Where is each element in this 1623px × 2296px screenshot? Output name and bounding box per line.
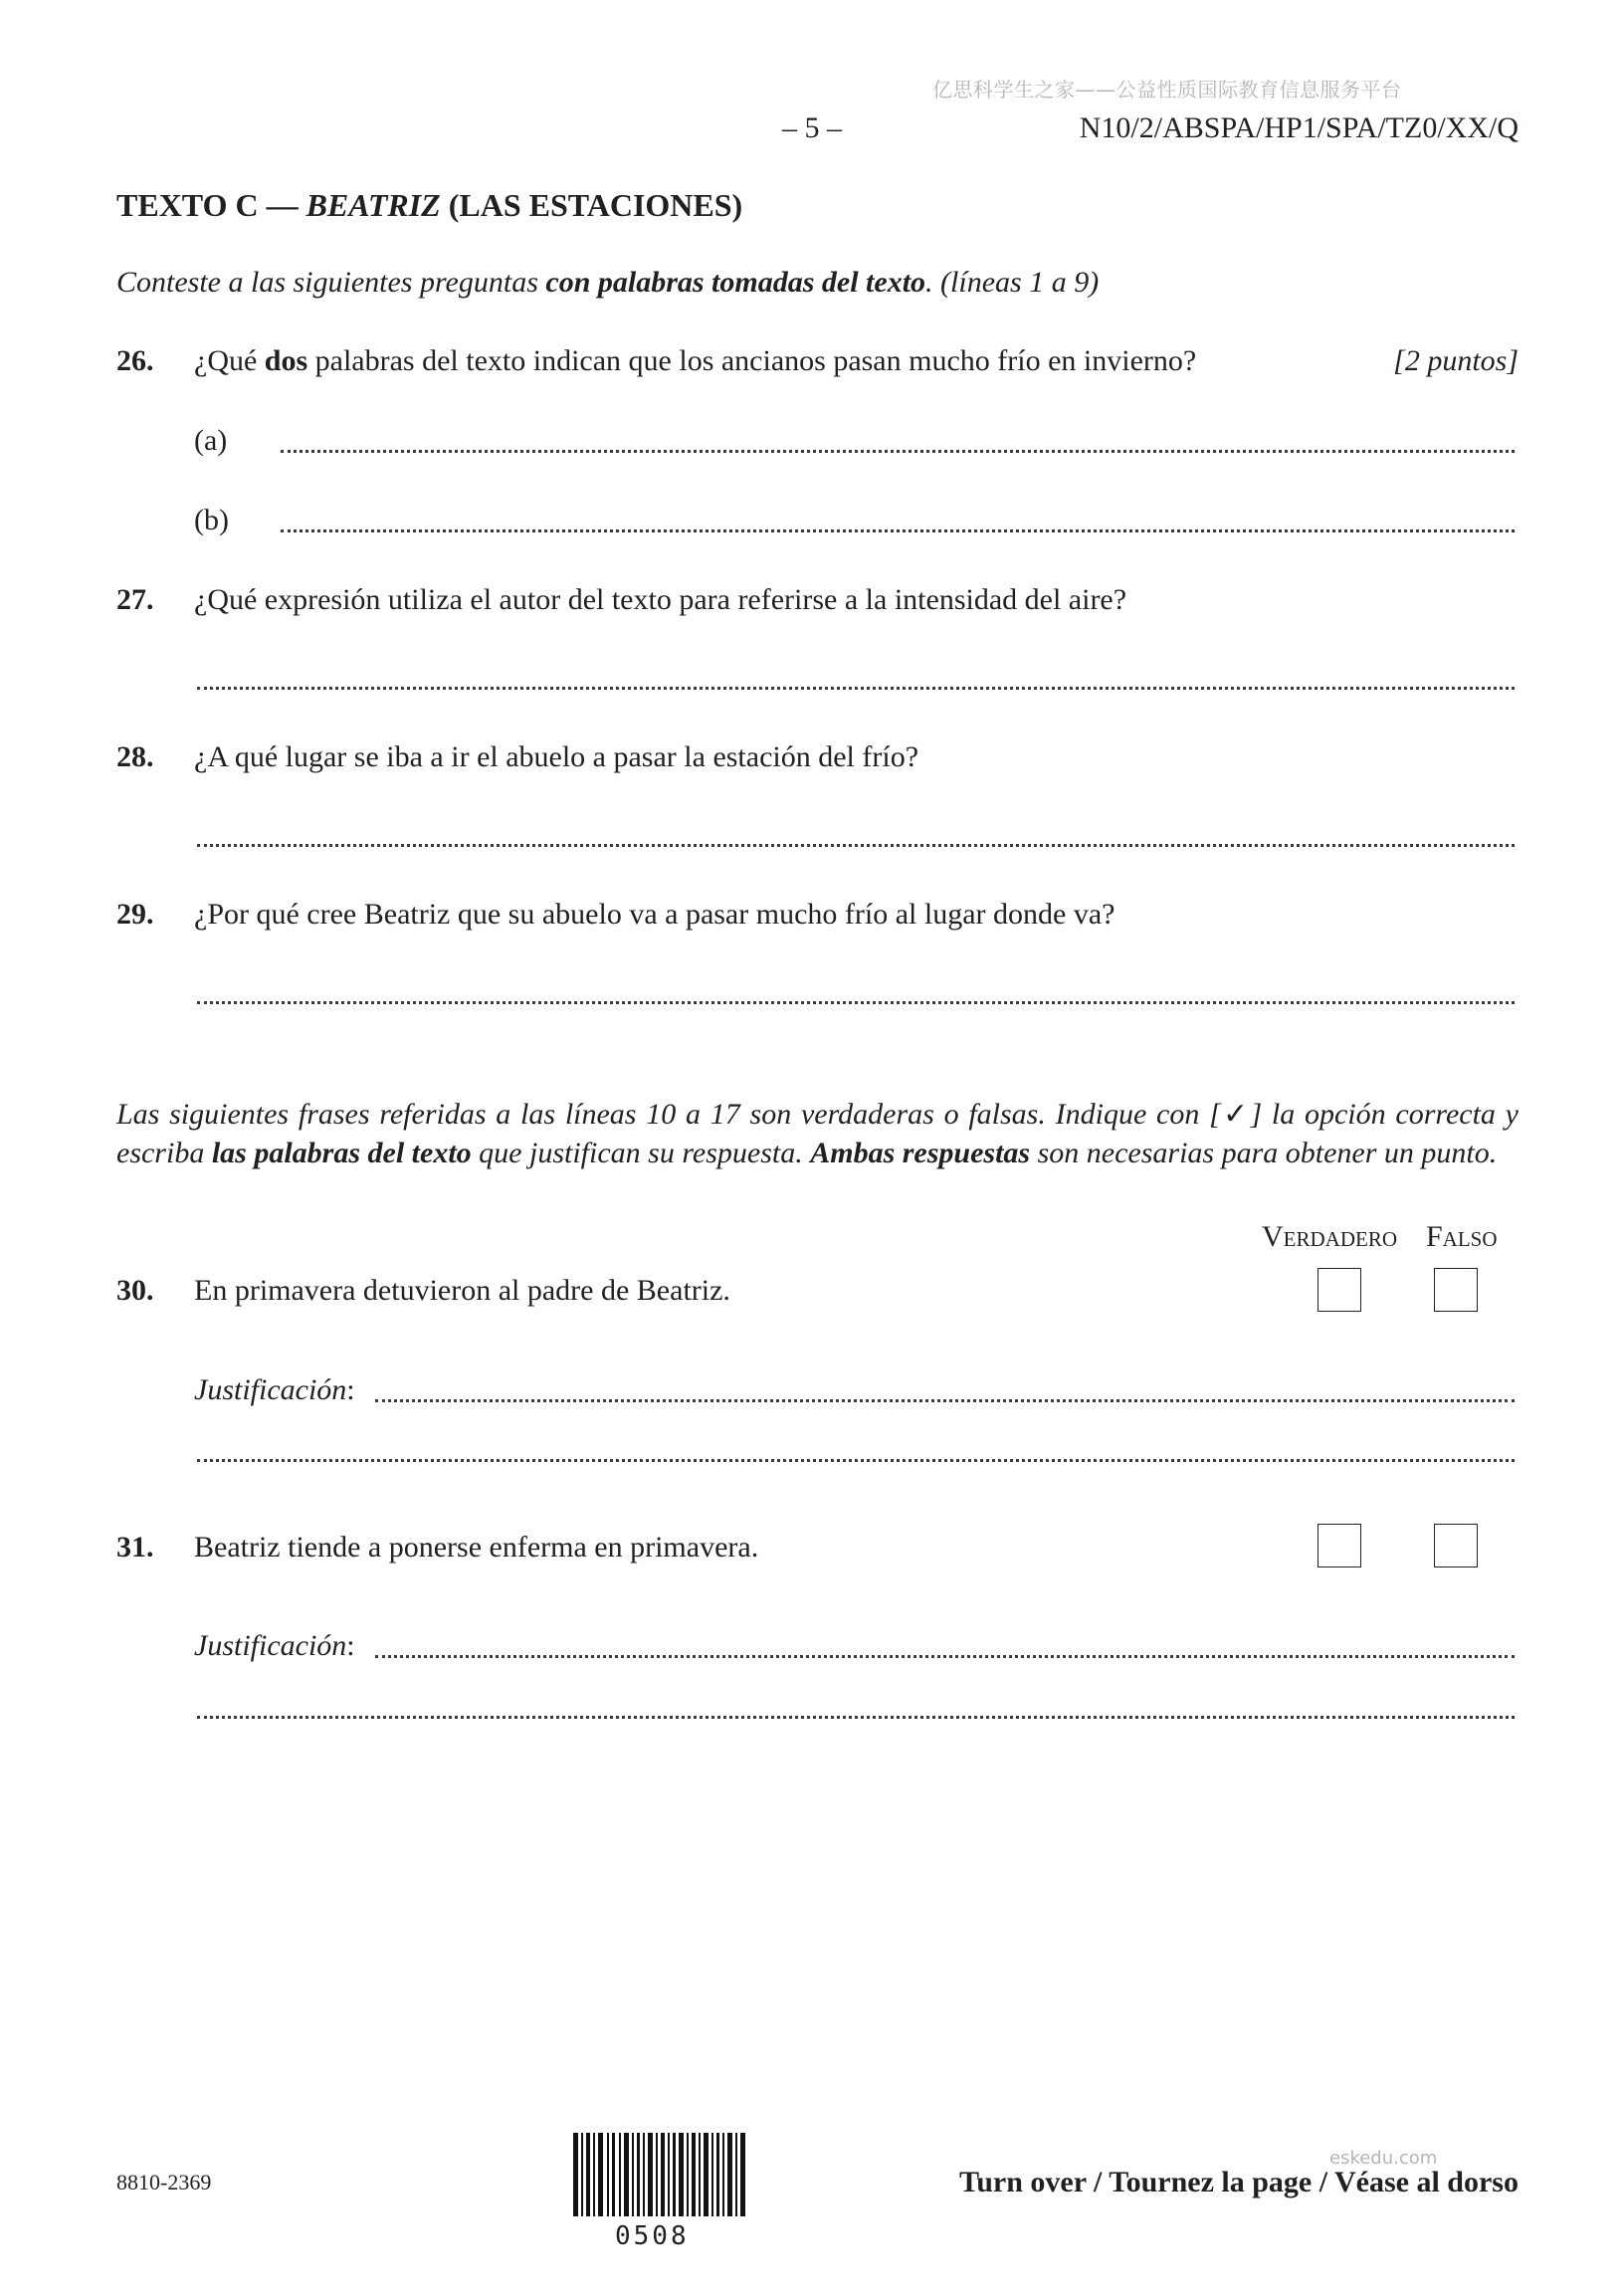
watermark-text: 亿思科学生之家——公益性质国际教育信息服务平台 — [932, 78, 1402, 102]
q26-text-post: palabras del texto indican que los ancianos pasan mucho frío en invierno? — [307, 344, 1197, 377]
question-31-number: 31. — [116, 1531, 154, 1564]
footer-watermark: eskedu.com — [1329, 2148, 1438, 2169]
question-27-number: 27. — [116, 583, 154, 616]
answer-line-28[interactable] — [197, 844, 1515, 847]
column-verdadero: Verdadero — [1262, 1220, 1397, 1253]
barcode — [571, 2133, 750, 2221]
document-code: 8810-2369 — [116, 2170, 212, 2194]
q26-text-pre: ¿Qué — [194, 344, 265, 377]
q30-true-checkbox[interactable] — [1318, 1268, 1361, 1312]
instructions-2-bold-1: las palabras del texto — [211, 1137, 472, 1169]
question-26-label-a: (a) — [194, 424, 228, 457]
section-title-prefix: TEXTO C — — [116, 187, 306, 223]
question-31-text: Beatriz tiende a ponerse enferma en primavera. — [194, 1531, 759, 1564]
q30-justification-line-2[interactable] — [197, 1459, 1515, 1462]
q31-justification-line-1[interactable] — [375, 1655, 1515, 1658]
instructions-1-text: Conteste a las siguientes preguntas — [116, 266, 546, 299]
q30-justification-line-1[interactable] — [375, 1399, 1515, 1402]
q30-false-checkbox[interactable] — [1434, 1268, 1478, 1312]
check-mark-icon: ✓ — [1220, 1098, 1251, 1131]
answer-line-29[interactable] — [197, 1001, 1515, 1004]
q30-justification-text: Justificación — [194, 1373, 347, 1406]
instructions-1-lines: . (líneas 1 a 9) — [925, 266, 1100, 299]
q31-true-checkbox[interactable] — [1318, 1524, 1361, 1567]
answer-line-26a[interactable] — [281, 450, 1515, 453]
question-26-points: [2 puntos] — [1393, 344, 1519, 377]
section-title-suffix: (LAS ESTACIONES) — [440, 187, 743, 223]
instructions-2-text-2: ] la opción correcta y escriba — [116, 1098, 1519, 1169]
instructions-2-text-3: que justifican su respuesta. — [471, 1137, 811, 1169]
q31-justification-label: Justificación: — [194, 1629, 355, 1662]
question-28-number: 28. — [116, 740, 154, 773]
section-title — [116, 187, 742, 224]
question-26-number: 26. — [116, 344, 154, 377]
question-30-number: 30. — [116, 1274, 154, 1307]
instructions-1 — [116, 266, 1099, 300]
exam-code: N10/2/ABSPA/HP1/SPA/TZ0/XX/Q — [1079, 111, 1519, 144]
question-27-text: ¿Qué expresión utiliza el autor del texto para referirse a la intensidad del aire? — [194, 583, 1127, 616]
q31-justification-line-2[interactable] — [197, 1716, 1515, 1719]
question-30-text: En primavera detuvieron al padre de Beatriz. — [194, 1274, 730, 1307]
instructions-1-bold: con palabras tomadas del texto — [545, 266, 926, 299]
q31-justification-text: Justificación — [194, 1629, 347, 1662]
instructions-2-text-1: Las siguientes frases referidas a las líneas 10 a 17 son verdaderas o falsas. Indique con [ — [116, 1098, 1221, 1131]
question-29-number: 29. — [116, 898, 154, 931]
instructions-2-bold-2: Ambas respuestas — [810, 1137, 1031, 1169]
answer-line-26b[interactable] — [281, 529, 1515, 532]
answer-line-27[interactable] — [197, 687, 1515, 690]
page-number: – 5 – — [782, 111, 842, 144]
question-28-text: ¿A qué lugar se iba a ir el abuelo a pasar la estación del frío? — [194, 740, 919, 773]
section-title-name: BEATRIZ — [305, 187, 441, 223]
instructions-2-text-4: son necesarias para obtener un punto. — [1030, 1137, 1498, 1169]
barcode-number: 0508 — [615, 2221, 690, 2251]
q26-text-bold: dos — [264, 344, 308, 377]
question-26-label-b: (b) — [194, 504, 229, 536]
instructions-2 — [116, 1095, 1519, 1172]
question-26-text — [194, 344, 1196, 378]
question-29-text: ¿Por qué cree Beatriz que su abuelo va a pasar mucho frío al lugar donde va? — [194, 898, 1116, 931]
column-falso: Falso — [1426, 1220, 1498, 1253]
turn-over-text: Turn over / Tournez la page / Véase al dorso — [958, 2166, 1519, 2198]
q31-false-checkbox[interactable] — [1434, 1524, 1478, 1567]
barcode-icon — [571, 2133, 750, 2216]
q30-justification-label: Justificación: — [194, 1373, 355, 1406]
